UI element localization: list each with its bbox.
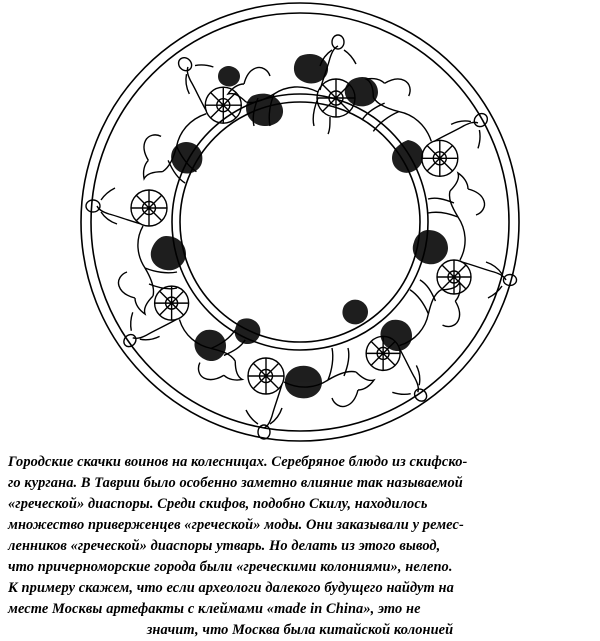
caption-line: месте Москвы артефакты с клеймами «made in China», это не: [8, 601, 421, 617]
caption-line: Городские скачки воинов на колесницах. Серебряное блюдо из скифско-: [8, 454, 468, 470]
caption-line: К примеру скажем, что если археологи далекого будущего найдут на: [8, 580, 454, 596]
caption-line: множество приверженцев «греческой» моды. Они заказывали у ремес-: [8, 517, 464, 533]
caption-line: значит, что Москва была китайской колонией: [146, 622, 454, 638]
caption-line: «греческой» диаспоры. Среди скифов, подобно Скилу, находилось: [8, 496, 428, 512]
caption-line: ленников «греческой» диаспоры утварь. Но делать из этого вывод,: [8, 538, 441, 554]
chariot-scene: [344, 37, 499, 192]
caption-line: го кургана. В Таврии было особенно заметно влияние так называемой: [8, 475, 463, 491]
chariot-scene: [228, 35, 356, 134]
figure-caption: [0, 452, 600, 641]
inner-disc-outer-line: [172, 94, 428, 350]
engraving-shading: [151, 54, 448, 398]
caption-line: что причерноморские города были «греческими колониями», нелепо.: [8, 559, 453, 575]
inner-disc: [180, 102, 420, 342]
